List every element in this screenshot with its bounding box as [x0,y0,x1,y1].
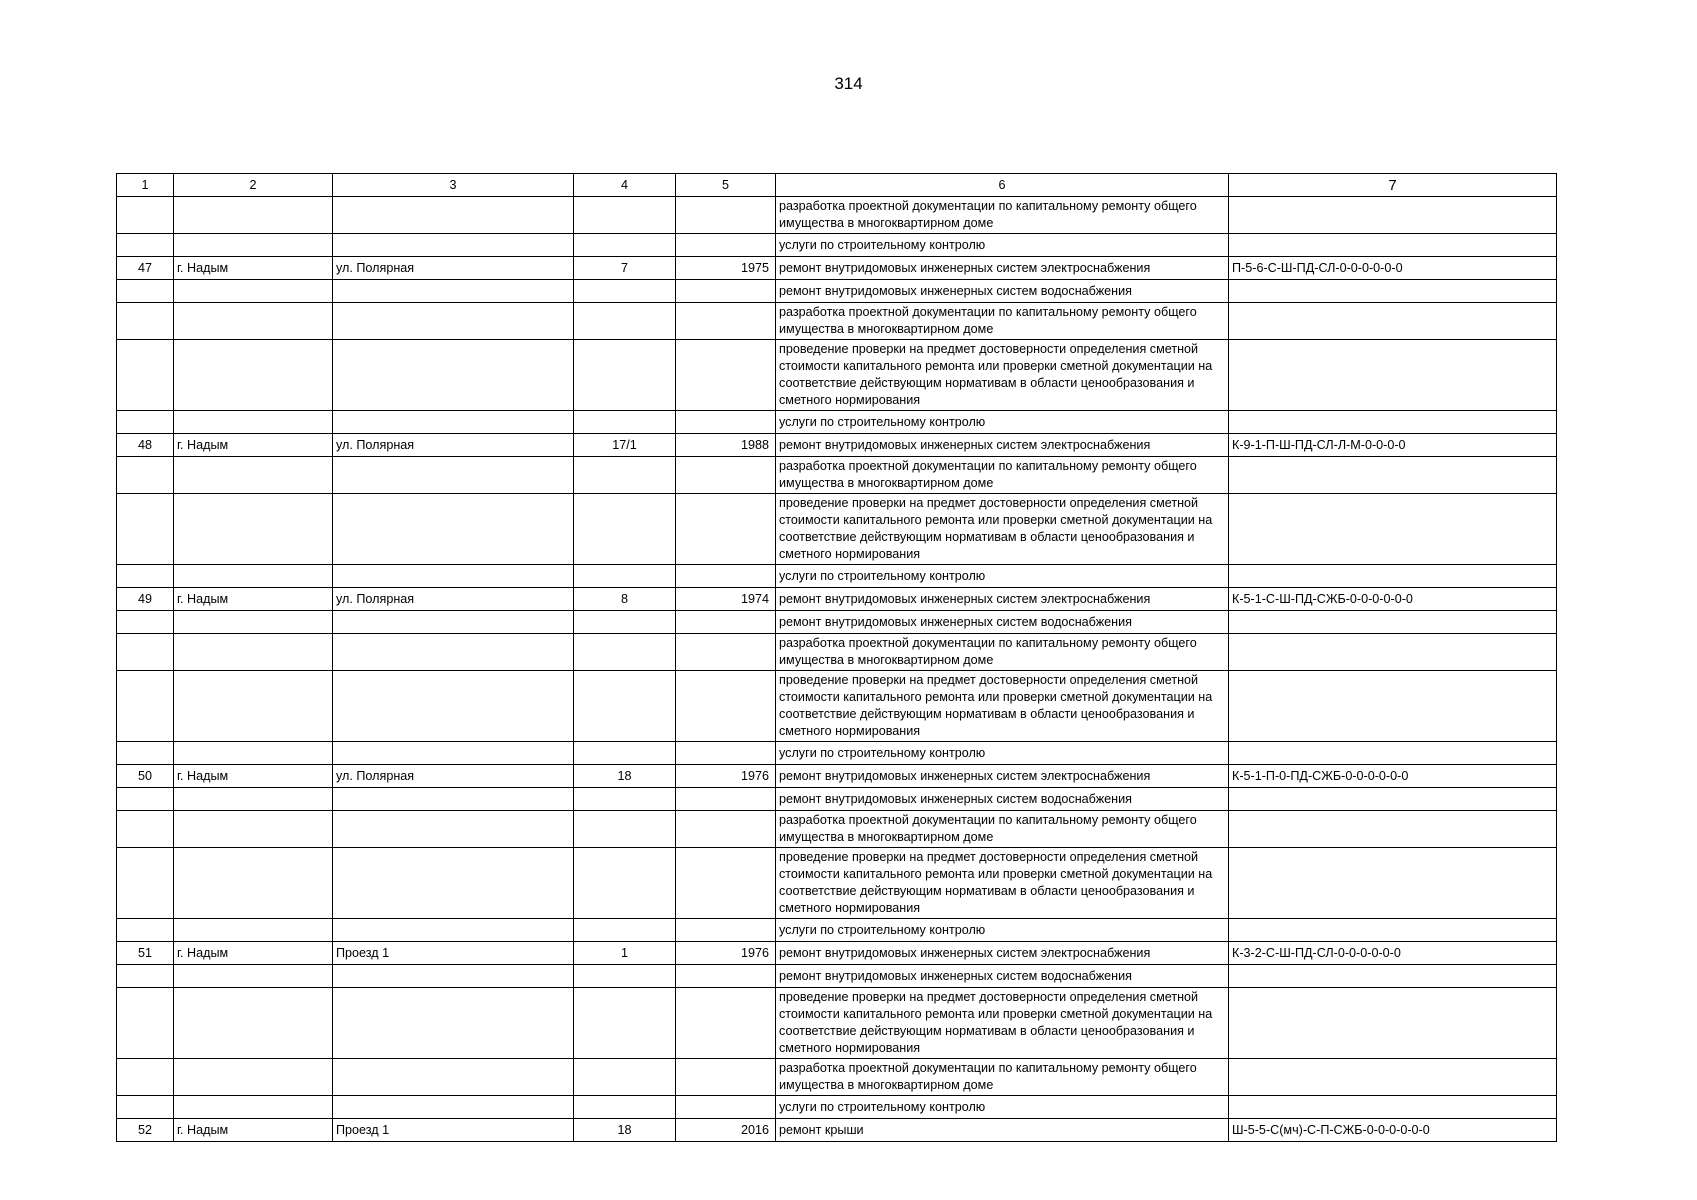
house-number-cell: 18 [574,765,676,788]
city-cell [174,1059,333,1096]
city-cell [174,494,333,565]
row-number-cell [117,234,174,257]
building-code-cell [1229,671,1557,742]
row-number-cell [117,1096,174,1119]
building-code-cell [1229,742,1557,765]
city-cell [174,197,333,234]
city-cell [174,742,333,765]
work-type-cell: проведение проверки на предмет достоверности определения сметной стоимости капитального ремонта или проверки сметной документации на соответствие действующим нормативам в области ценообразования и сметного нормирования [776,340,1229,411]
build-year-cell [676,411,776,434]
building-code-cell [1229,919,1557,942]
street-cell [333,788,574,811]
city-cell [174,280,333,303]
work-type-cell: ремонт внутридомовых инженерных систем электроснабжения [776,434,1229,457]
work-type-cell: ремонт внутридомовых инженерных систем водоснабжения [776,280,1229,303]
city-cell [174,671,333,742]
row-number-cell: 50 [117,765,174,788]
row-number-cell [117,494,174,565]
house-number-cell: 17/1 [574,434,676,457]
build-year-cell: 2016 [676,1119,776,1142]
build-year-cell [676,742,776,765]
work-type-cell: ремонт внутридомовых инженерных систем электроснабжения [776,588,1229,611]
city-cell [174,611,333,634]
build-year-cell [676,919,776,942]
table-row [117,257,1557,280]
city-cell [174,811,333,848]
work-type-cell: проведение проверки на предмет достоверности определения сметной стоимости капитального ремонта или проверки сметной документации на соответствие действующим нормативам в области ценообразования и сметного нормирования [776,988,1229,1059]
row-number-cell: 51 [117,942,174,965]
work-type-cell: услуги по строительному контролю [776,1096,1229,1119]
build-year-cell [676,811,776,848]
street-cell [333,919,574,942]
building-code-cell [1229,811,1557,848]
house-number-cell [574,197,676,234]
street-cell [333,340,574,411]
row-number-cell [117,280,174,303]
building-code-cell [1229,565,1557,588]
street-cell [333,457,574,494]
work-type-cell: услуги по строительному контролю [776,919,1229,942]
building-code-cell [1229,1059,1557,1096]
repair-schedule-table [116,173,1557,1142]
table-row [117,988,1557,1059]
building-code-cell: Ш-5-5-С(мч)-С-П-СЖБ-0-0-0-0-0-0 [1229,1119,1557,1142]
work-type-cell: разработка проектной документации по капитальному ремонту общего имущества в многоквартирном доме [776,303,1229,340]
row-number-cell: 48 [117,434,174,457]
work-type-cell: услуги по строительному контролю [776,742,1229,765]
city-cell: г. Надым [174,588,333,611]
build-year-cell [676,634,776,671]
table-row [117,811,1557,848]
table-row [117,1059,1557,1096]
work-type-cell: ремонт внутридомовых инженерных систем электроснабжения [776,765,1229,788]
row-number-cell [117,340,174,411]
table-row [117,565,1557,588]
street-cell [333,234,574,257]
house-number-cell [574,671,676,742]
row-number-cell [117,671,174,742]
build-year-cell [676,848,776,919]
work-type-cell: проведение проверки на предмет достоверности определения сметной стоимости капитального ремонта или проверки сметной документации на соответствие действующим нормативам в области ценообразования и сметного нормирования [776,848,1229,919]
house-number-cell [574,919,676,942]
city-cell: г. Надым [174,765,333,788]
street-cell: ул. Полярная [333,257,574,280]
table-row [117,340,1557,411]
work-type-cell: проведение проверки на предмет достоверности определения сметной стоимости капитального ремонта или проверки сметной документации на соответствие действующим нормативам в области ценообразования и сметного нормирования [776,494,1229,565]
row-number-cell [117,919,174,942]
building-code-cell [1229,457,1557,494]
work-type-cell: услуги по строительному контролю [776,565,1229,588]
row-number-cell [117,742,174,765]
work-type-cell: ремонт крыши [776,1119,1229,1142]
row-number-cell: 49 [117,588,174,611]
table-row [117,457,1557,494]
street-cell: ул. Полярная [333,765,574,788]
city-cell: г. Надым [174,257,333,280]
table-row [117,848,1557,919]
table-row [117,788,1557,811]
row-number-cell [117,965,174,988]
build-year-cell: 1974 [676,588,776,611]
row-number-cell [117,197,174,234]
build-year-cell [676,197,776,234]
row-number-cell [117,457,174,494]
build-year-cell [676,303,776,340]
build-year-cell [676,988,776,1059]
column-header: 7 [1229,174,1557,197]
build-year-cell [676,671,776,742]
work-type-cell: разработка проектной документации по капитальному ремонту общего имущества в многоквартирном доме [776,197,1229,234]
street-cell: ул. Полярная [333,434,574,457]
house-number-cell [574,1059,676,1096]
work-type-cell: разработка проектной документации по капитальному ремонту общего имущества в многоквартирном доме [776,811,1229,848]
house-number-cell: 7 [574,257,676,280]
table-header-row [117,174,1557,197]
table-row [117,942,1557,965]
city-cell [174,988,333,1059]
building-code-cell [1229,494,1557,565]
building-code-cell [1229,1096,1557,1119]
house-number-cell [574,457,676,494]
building-code-cell [1229,234,1557,257]
column-header: 1 [117,174,174,197]
row-number-cell: 52 [117,1119,174,1142]
house-number-cell [574,788,676,811]
work-type-cell: ремонт внутридомовых инженерных систем электроснабжения [776,942,1229,965]
building-code-cell [1229,788,1557,811]
city-cell: г. Надым [174,434,333,457]
work-type-cell: разработка проектной документации по капитальному ремонту общего имущества в многоквартирном доме [776,634,1229,671]
house-number-cell [574,234,676,257]
building-code-cell [1229,280,1557,303]
building-code-cell [1229,634,1557,671]
building-code-cell: К-3-2-С-Ш-ПД-СЛ-0-0-0-0-0-0 [1229,942,1557,965]
build-year-cell: 1976 [676,765,776,788]
table-row [117,303,1557,340]
row-number-cell [117,1059,174,1096]
building-code-cell [1229,303,1557,340]
build-year-cell [676,280,776,303]
build-year-cell [676,494,776,565]
build-year-cell [676,1059,776,1096]
building-code-cell: К-5-1-С-Ш-ПД-СЖБ-0-0-0-0-0-0 [1229,588,1557,611]
column-header: 5 [676,174,776,197]
house-number-cell [574,742,676,765]
build-year-cell: 1975 [676,257,776,280]
city-cell [174,919,333,942]
column-header: 2 [174,174,333,197]
table-body [117,197,1557,1142]
work-type-cell: ремонт внутридомовых инженерных систем водоснабжения [776,611,1229,634]
building-code-cell [1229,411,1557,434]
row-number-cell [117,611,174,634]
city-cell [174,788,333,811]
house-number-cell [574,811,676,848]
column-header: 6 [776,174,1229,197]
build-year-cell [676,788,776,811]
house-number-cell: 18 [574,1119,676,1142]
table-row [117,434,1557,457]
street-cell [333,303,574,340]
work-type-cell: услуги по строительному контролю [776,234,1229,257]
city-cell [174,1096,333,1119]
row-number-cell [117,565,174,588]
build-year-cell [676,1096,776,1119]
table-row [117,634,1557,671]
street-cell [333,611,574,634]
street-cell [333,411,574,434]
house-number-cell [574,848,676,919]
work-type-cell: ремонт внутридомовых инженерных систем водоснабжения [776,788,1229,811]
table-row [117,671,1557,742]
street-cell [333,988,574,1059]
building-code-cell [1229,197,1557,234]
column-header: 3 [333,174,574,197]
street-cell [333,1096,574,1119]
row-number-cell [117,634,174,671]
street-cell [333,848,574,919]
build-year-cell [676,234,776,257]
row-number-cell [117,411,174,434]
house-number-cell [574,494,676,565]
city-cell [174,234,333,257]
house-number-cell [574,988,676,1059]
building-code-cell: П-5-6-С-Ш-ПД-СЛ-0-0-0-0-0-0 [1229,257,1557,280]
building-code-cell [1229,340,1557,411]
column-header: 4 [574,174,676,197]
street-cell [333,742,574,765]
house-number-cell [574,611,676,634]
house-number-cell: 1 [574,942,676,965]
street-cell [333,811,574,848]
build-year-cell: 1976 [676,942,776,965]
city-cell [174,965,333,988]
city-cell [174,848,333,919]
street-cell [333,1059,574,1096]
row-number-cell [117,788,174,811]
building-code-cell [1229,988,1557,1059]
table-row [117,411,1557,434]
table-row [117,611,1557,634]
table-row [117,1119,1557,1142]
city-cell [174,565,333,588]
street-cell [333,634,574,671]
page-number: 314 [834,74,863,93]
street-cell [333,965,574,988]
street-cell [333,565,574,588]
city-cell: г. Надым [174,942,333,965]
table-row [117,588,1557,611]
house-number-cell: 8 [574,588,676,611]
street-cell: Проезд 1 [333,1119,574,1142]
work-type-cell: разработка проектной документации по капитальному ремонту общего имущества в многоквартирном доме [776,457,1229,494]
row-number-cell [117,811,174,848]
row-number-cell [117,848,174,919]
work-type-cell: услуги по строительному контролю [776,411,1229,434]
city-cell [174,411,333,434]
row-number-cell [117,988,174,1059]
table-row [117,765,1557,788]
city-cell [174,634,333,671]
row-number-cell [117,303,174,340]
build-year-cell: 1988 [676,434,776,457]
build-year-cell [676,340,776,411]
building-code-cell [1229,848,1557,919]
build-year-cell [676,965,776,988]
house-number-cell [574,280,676,303]
table-row [117,280,1557,303]
street-cell [333,494,574,565]
house-number-cell [574,634,676,671]
city-cell: г. Надым [174,1119,333,1142]
build-year-cell [676,611,776,634]
table-row [117,742,1557,765]
house-number-cell [574,965,676,988]
row-number-cell: 47 [117,257,174,280]
city-cell [174,457,333,494]
table-row [117,197,1557,234]
building-code-cell [1229,611,1557,634]
work-type-cell: ремонт внутридомовых инженерных систем электроснабжения [776,257,1229,280]
building-code-cell: К-5-1-П-0-ПД-СЖБ-0-0-0-0-0-0 [1229,765,1557,788]
table-row [117,494,1557,565]
house-number-cell [574,340,676,411]
table-row [117,919,1557,942]
house-number-cell [574,1096,676,1119]
house-number-cell [574,411,676,434]
build-year-cell [676,457,776,494]
work-type-cell: ремонт внутридомовых инженерных систем водоснабжения [776,965,1229,988]
table-row [117,965,1557,988]
city-cell [174,340,333,411]
building-code-cell: К-9-1-П-Ш-ПД-СЛ-Л-М-0-0-0-0 [1229,434,1557,457]
table-row [117,1096,1557,1119]
street-cell [333,280,574,303]
work-type-cell: проведение проверки на предмет достоверности определения сметной стоимости капитального ремонта или проверки сметной документации на соответствие действующим нормативам в области ценообразования и сметного нормирования [776,671,1229,742]
work-type-cell: разработка проектной документации по капитальному ремонту общего имущества в многоквартирном доме [776,1059,1229,1096]
table-row [117,234,1557,257]
house-number-cell [574,303,676,340]
street-cell [333,197,574,234]
street-cell: ул. Полярная [333,588,574,611]
street-cell: Проезд 1 [333,942,574,965]
house-number-cell [574,565,676,588]
street-cell [333,671,574,742]
city-cell [174,303,333,340]
building-code-cell [1229,965,1557,988]
build-year-cell [676,565,776,588]
